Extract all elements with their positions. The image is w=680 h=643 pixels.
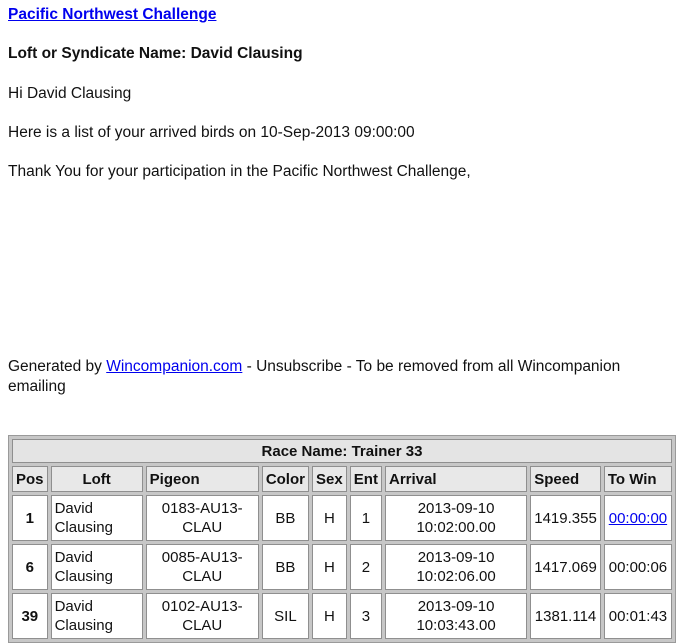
challenge-title <box>8 6 216 24</box>
footer-suffix: - Unsubscribe - To be removed from all Wincompanion emailing <box>8 358 621 395</box>
loft-cell: David Clausing <box>51 495 143 541</box>
column-header: Arrival <box>385 466 527 492</box>
arrival-cell: 2013-09-10 10:03:43.00 <box>385 593 527 639</box>
footer-text <box>8 357 648 397</box>
to-win-cell: 00:00:06 <box>604 544 672 590</box>
speed-cell: 1419.355 <box>530 495 601 541</box>
thank-you-text: Thank You for your participation in the Pacific Northwest Challenge, <box>8 163 471 180</box>
challenge-link[interactable]: Pacific Northwest Challenge <box>8 6 217 23</box>
ent-cell: 1 <box>350 495 382 541</box>
pigeon-cell: 0102-AU13-CLAU <box>146 593 259 639</box>
color-cell: SIL <box>262 593 309 639</box>
pos-cell: 39 <box>12 593 48 639</box>
column-header: Color <box>262 466 309 492</box>
greeting: Hi David Clausing <box>8 85 132 102</box>
arrival-cell: 2013-09-10 10:02:00.00 <box>385 495 527 541</box>
sex-cell: H <box>312 544 347 590</box>
ent-cell: 2 <box>350 544 382 590</box>
arrived-birds-text: Here is a list of your arrived birds on 10-Sep-2013 09:00:00 <box>8 124 415 141</box>
speed-cell: 1381.114 <box>530 593 601 639</box>
column-header: To Win <box>604 466 672 492</box>
pigeon-cell: 0085-AU13-CLAU <box>146 544 259 590</box>
sex-cell: H <box>312 593 347 639</box>
wincompanion-link[interactable]: Wincompanion.com <box>106 358 243 375</box>
loft-cell: David Clausing <box>51 593 143 639</box>
pos-cell: 1 <box>12 495 48 541</box>
to-win-link[interactable]: 00:00:00 <box>608 509 668 527</box>
to-win-cell <box>604 495 672 541</box>
column-header: Sex <box>312 466 347 492</box>
column-header: Pigeon <box>146 466 259 492</box>
column-header: Loft <box>51 466 143 492</box>
to-win-cell: 00:01:43 <box>604 593 672 639</box>
race-name: Race Name: Trainer 33 <box>12 439 672 463</box>
race-results-table <box>8 435 676 643</box>
loft-cell: David Clausing <box>51 544 143 590</box>
column-header: Ent <box>350 466 382 492</box>
table-row <box>12 495 672 541</box>
loft-name: Loft or Syndicate Name: David Clausing <box>8 45 303 62</box>
column-header: Pos <box>12 466 48 492</box>
ent-cell: 3 <box>350 593 382 639</box>
table-row <box>12 593 672 639</box>
table-header-row <box>12 466 672 492</box>
color-cell: BB <box>262 544 309 590</box>
color-cell: BB <box>262 495 309 541</box>
speed-cell: 1417.069 <box>530 544 601 590</box>
footer-prefix: Generated by <box>8 358 107 375</box>
pigeon-cell: 0183-AU13-CLAU <box>146 495 259 541</box>
table-row <box>12 544 672 590</box>
pos-cell: 6 <box>12 544 48 590</box>
arrival-cell: 2013-09-10 10:02:06.00 <box>385 544 527 590</box>
sex-cell: H <box>312 495 347 541</box>
column-header: Speed <box>530 466 601 492</box>
